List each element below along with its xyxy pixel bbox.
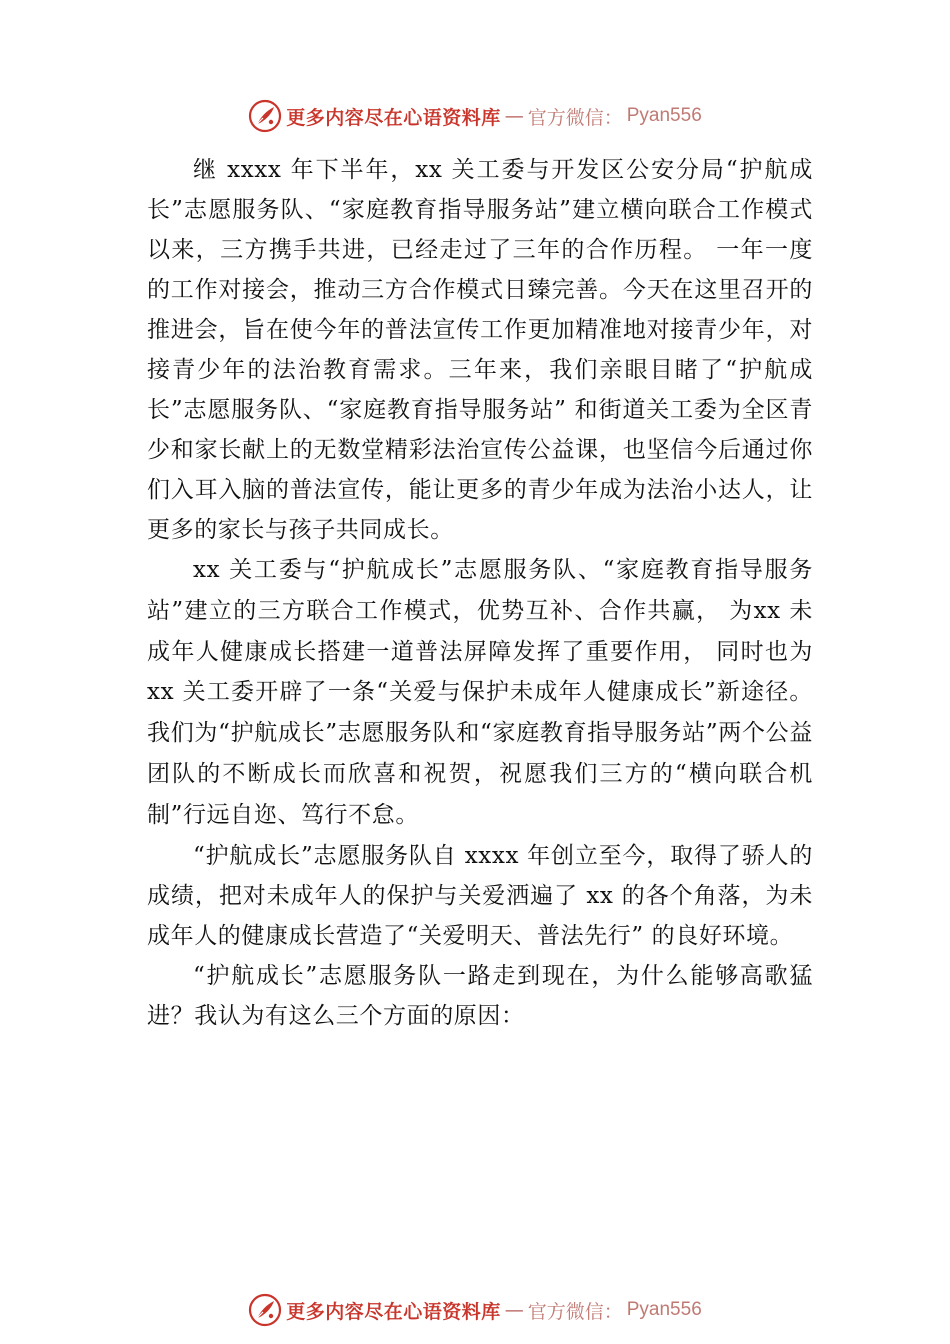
feather-pen-icon (248, 1293, 282, 1327)
paragraph-3: “护航成长”志愿服务队自 xxxx 年创立至今，取得了骄人的成绩，把对未成年人的保护与关爱洒遍了 xx 的各个角落，为未成年人的健康成长营造了“关爱明天、普法先行” 的良好环境。 (147, 842, 813, 949)
footer-separator: — (504, 1299, 524, 1321)
footer-banner (0, 1290, 950, 1330)
paragraph-2: xx 关工委与“护航成长”志愿服务队、“家庭教育指导服务站”建立的三方联合工作模式，优势互补、合作共赢， 为xx 未成年人健康成长搭建一道普法屏障发挥了重要作用， 同时也为 xx 关工委开辟了一条“关爱与保护未成年人健康成长”新途径。我们为“护航成长”志愿服务队和“家庭教育指导服务站”两个公益团队的不断成长而欣喜和祝贺，祝愿我们三方的“横向联合机制”行远自迩、笃行不怠。 (147, 557, 813, 828)
document-body (147, 150, 813, 1036)
banner-wechat-label: 官方微信： (527, 106, 623, 129)
paragraph-1: 继 xxxx 年下半年，xx 关工委与开发区公安分局“护航成长”志愿服务队、“家庭教育指导服务站”建立横向联合工作模式以来，三方携手共进，已经走过了三年的合作历程。 一年一度的工作对接会，推动三方合作模式日臻完善。今天在这里召开的推进会，旨在使今年的普法宣传工作更加精准地对接青少年，对接青少年的法治教育需求。三年来，我们亲眼目睹了“护航成长”志愿服务队、“家庭教育指导服务站” 和街道关工委为全区青少和家长献上的无数堂精彩法治宣传公益课，也坚信今后通过你们入耳入脑的普法宣传，能让更多的青少年成为法治小达人，让更多的家长与孩子共同成长。 (147, 157, 813, 543)
feather-pen-icon (248, 99, 282, 133)
footer-main-text: 更多内容尽在心语资料库 (286, 1300, 501, 1323)
banner-main-text: 更多内容尽在心语资料库 (286, 106, 501, 129)
header-banner-content (248, 99, 702, 133)
banner-wechat-id: Pyan556 (626, 105, 702, 126)
footer-banner-content (248, 1293, 702, 1327)
paragraph-4: “护航成长”志愿服务队一路走到现在，为什么能够高歌猛进？我认为有这么三个方面的原因： (147, 962, 813, 1029)
banner-separator: — (504, 105, 524, 127)
footer-wechat-id: Pyan556 (626, 1299, 702, 1320)
header-banner (0, 96, 950, 136)
footer-wechat-label: 官方微信： (527, 1300, 623, 1323)
